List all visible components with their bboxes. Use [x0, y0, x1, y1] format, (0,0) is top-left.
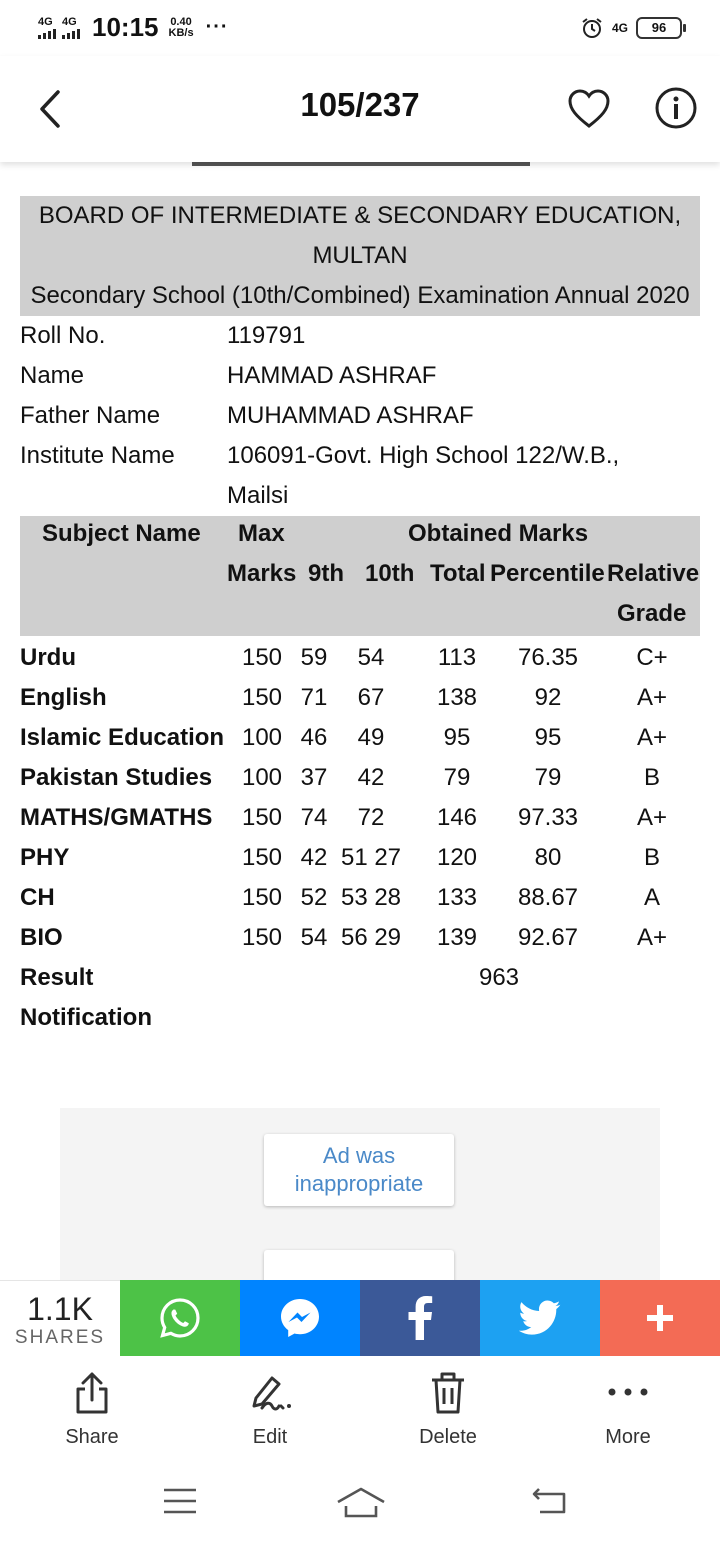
table-row — [0, 876, 720, 916]
viewer-top-bar — [0, 56, 720, 162]
share-action-label: Share — [65, 1426, 119, 1448]
twitter-share-button[interactable] — [480, 1280, 600, 1356]
table-row — [0, 796, 720, 836]
grade-cell: A — [643, 884, 661, 911]
field-institute-name — [20, 436, 720, 516]
field-label: Roll No. — [20, 322, 106, 349]
subject-header: Subject Name — [42, 520, 201, 547]
field-label: Name — [20, 362, 85, 389]
tenth-marks-cell: 56 29 — [340, 924, 402, 951]
subject-cell: Pakistan Studies — [20, 764, 213, 791]
relative-header-bottom: Grade — [617, 600, 687, 627]
subject-cell: Urdu — [20, 644, 76, 671]
messenger-icon — [278, 1296, 322, 1340]
result-value: 963 — [478, 964, 520, 991]
more-dots-icon — [605, 1370, 651, 1416]
ad-button-line1: Ad was — [322, 1143, 396, 1168]
table-row — [0, 916, 720, 956]
total-marks-cell: 113 — [437, 644, 477, 671]
max-header-top: Max — [238, 520, 285, 547]
percentile-cell: 92.67 — [517, 924, 579, 951]
ninth-marks-cell: 52 — [300, 884, 328, 911]
network-type-right: 4G — [611, 21, 628, 35]
notification-row — [0, 996, 720, 1036]
ninth-marks-cell: 37 — [300, 764, 328, 791]
table-row — [0, 756, 720, 796]
trash-icon — [428, 1370, 468, 1416]
max-marks-cell: 150 — [241, 684, 283, 711]
notification-label: Notification — [20, 1004, 152, 1031]
percentile-cell: 76.35 — [517, 644, 579, 671]
edit-action[interactable] — [200, 1370, 340, 1449]
table-row — [0, 636, 720, 676]
table-row — [0, 836, 720, 876]
signal-icon-2 — [62, 17, 80, 39]
total-marks-cell: 138 — [436, 684, 478, 711]
ninth-marks-cell: 59 — [300, 644, 328, 671]
delete-action[interactable] — [378, 1370, 518, 1449]
more-notifications-icon: ··· — [205, 16, 229, 38]
whatsapp-icon — [158, 1296, 202, 1340]
edit-pen-icon — [246, 1370, 294, 1416]
field-value: 106091-Govt. High School 122/W.B., Mailsi — [227, 442, 620, 509]
total-marks-cell: 95 — [443, 724, 471, 751]
network-speed — [169, 17, 194, 39]
board-title: BOARD OF INTERMEDIATE & SECONDARY EDUCATION, MULTAN — [38, 202, 682, 269]
more-action-label: More — [605, 1426, 651, 1448]
plus-icon — [645, 1303, 675, 1333]
subject-cell: Islamic Education — [20, 724, 225, 751]
alarm-icon — [580, 16, 604, 40]
table-row — [0, 716, 720, 756]
bottom-action-bar — [0, 1360, 720, 1460]
tenth-marks-cell: 49 — [357, 724, 385, 751]
result-row — [0, 956, 720, 996]
speed-value: 0.40 — [170, 15, 192, 28]
marks-table-body — [0, 636, 720, 956]
tenth-marks-cell: 42 — [357, 764, 385, 791]
whatsapp-share-button[interactable] — [120, 1280, 240, 1356]
more-action[interactable] — [558, 1370, 698, 1449]
info-icon[interactable] — [654, 86, 698, 130]
network-type-2: 4G — [62, 15, 77, 28]
battery-icon: 96 — [636, 17, 682, 39]
ad-second-button[interactable] — [264, 1250, 454, 1283]
home-icon[interactable] — [336, 1486, 386, 1520]
document-header — [20, 196, 700, 316]
total-marks-cell: 133 — [436, 884, 478, 911]
max-marks-cell: 100 — [241, 724, 283, 751]
ninth-marks-cell: 71 — [300, 684, 328, 711]
facebook-share-button[interactable] — [360, 1280, 480, 1356]
grade-cell: C+ — [636, 644, 668, 671]
total-header: Total — [430, 560, 486, 587]
edit-action-label: Edit — [252, 1426, 288, 1448]
grade-cell: A+ — [636, 724, 668, 751]
field-value: 119791 — [227, 322, 306, 349]
tenth-marks-cell: 72 — [357, 804, 385, 831]
more-share-button[interactable] — [600, 1280, 720, 1356]
grade-cell: A+ — [636, 684, 668, 711]
grade-cell: A+ — [636, 804, 668, 831]
tenth-marks-cell: 51 27 — [340, 844, 402, 871]
ad-inappropriate-button[interactable] — [264, 1134, 454, 1206]
grade-cell: B — [643, 844, 661, 871]
max-marks-cell: 100 — [241, 764, 283, 791]
max-marks-cell: 150 — [241, 844, 283, 871]
ninth-marks-cell: 42 — [300, 844, 328, 871]
result-label: Result — [20, 964, 94, 991]
share-count-value: 1.1K — [27, 1291, 93, 1327]
subject-cell: MATHS/GMATHS — [20, 804, 213, 831]
tenth-marks-cell: 53 28 — [340, 884, 402, 911]
grade-cell: B — [643, 764, 661, 791]
favorite-heart-icon[interactable] — [566, 86, 612, 132]
max-header-bottom: Marks — [227, 560, 297, 587]
share-icon — [72, 1370, 112, 1416]
ninth-marks-cell: 46 — [300, 724, 328, 751]
page-counter: 105/237 — [300, 86, 420, 123]
percentile-header: Percentile — [490, 560, 605, 587]
relative-header-top: Relative — [607, 560, 700, 587]
messenger-share-button[interactable] — [240, 1280, 360, 1356]
field-father-name — [20, 396, 720, 436]
subject-cell: BIO — [20, 924, 63, 951]
percentile-cell: 92 — [534, 684, 562, 711]
grade-cell: A+ — [636, 924, 668, 951]
total-marks-cell: 79 — [443, 764, 471, 791]
network-type-1: 4G — [38, 15, 53, 28]
max-marks-cell: 150 — [241, 884, 283, 911]
max-marks-cell: 150 — [241, 924, 283, 951]
subject-cell: PHY — [20, 844, 70, 871]
max-marks-cell: 150 — [241, 804, 283, 831]
system-nav-bar — [0, 1460, 720, 1544]
ad-button-line2: inappropriate — [294, 1171, 424, 1196]
percentile-cell: 88.67 — [517, 884, 579, 911]
obtained-header: Obtained Marks — [408, 520, 589, 547]
field-label: Institute Name — [20, 442, 175, 469]
ninth-marks-cell: 74 — [300, 804, 328, 831]
max-marks-cell: 150 — [241, 644, 283, 671]
share-count-label: SHARES — [14, 1327, 106, 1348]
ninth-header: 9th — [308, 560, 344, 587]
field-name — [20, 356, 720, 396]
twitter-icon — [519, 1300, 561, 1336]
table-row — [0, 676, 720, 716]
subject-cell: CH — [20, 884, 55, 911]
tenth-marks-cell: 54 — [357, 644, 385, 671]
field-label: Father Name — [20, 402, 161, 429]
signal-icon — [38, 17, 56, 39]
tenth-header: 10th — [365, 560, 415, 587]
field-value: MUHAMMAD ASHRAF — [227, 402, 474, 429]
subject-cell: English — [20, 684, 107, 711]
ad-feedback-panel — [60, 1108, 660, 1283]
percentile-cell: 95 — [534, 724, 562, 751]
result-document — [0, 196, 720, 1036]
field-roll-no — [20, 316, 720, 356]
percentile-cell: 97.33 — [517, 804, 579, 831]
share-count — [0, 1280, 120, 1356]
delete-action-label: Delete — [419, 1426, 477, 1448]
total-marks-cell: 146 — [436, 804, 478, 831]
back-icon[interactable] — [530, 1486, 568, 1516]
marks-table-header — [20, 516, 700, 636]
total-marks-cell: 120 — [436, 844, 478, 871]
share-bar — [0, 1280, 720, 1356]
ninth-marks-cell: 54 — [300, 924, 328, 951]
share-action[interactable] — [22, 1370, 162, 1449]
field-value: HAMMAD ASHRAF — [227, 362, 437, 389]
tenth-marks-cell: 67 — [357, 684, 385, 711]
speed-unit: KB/s — [168, 26, 194, 39]
total-marks-cell: 139 — [436, 924, 478, 951]
percentile-cell: 80 — [534, 844, 562, 871]
facebook-icon — [405, 1296, 435, 1340]
menu-icon[interactable] — [162, 1486, 198, 1516]
status-bar — [0, 0, 720, 56]
exam-title: Secondary School (10th/Combined) Examination Annual 2020 — [30, 282, 690, 309]
percentile-cell: 79 — [534, 764, 562, 791]
clock: 10:15 — [92, 12, 159, 42]
